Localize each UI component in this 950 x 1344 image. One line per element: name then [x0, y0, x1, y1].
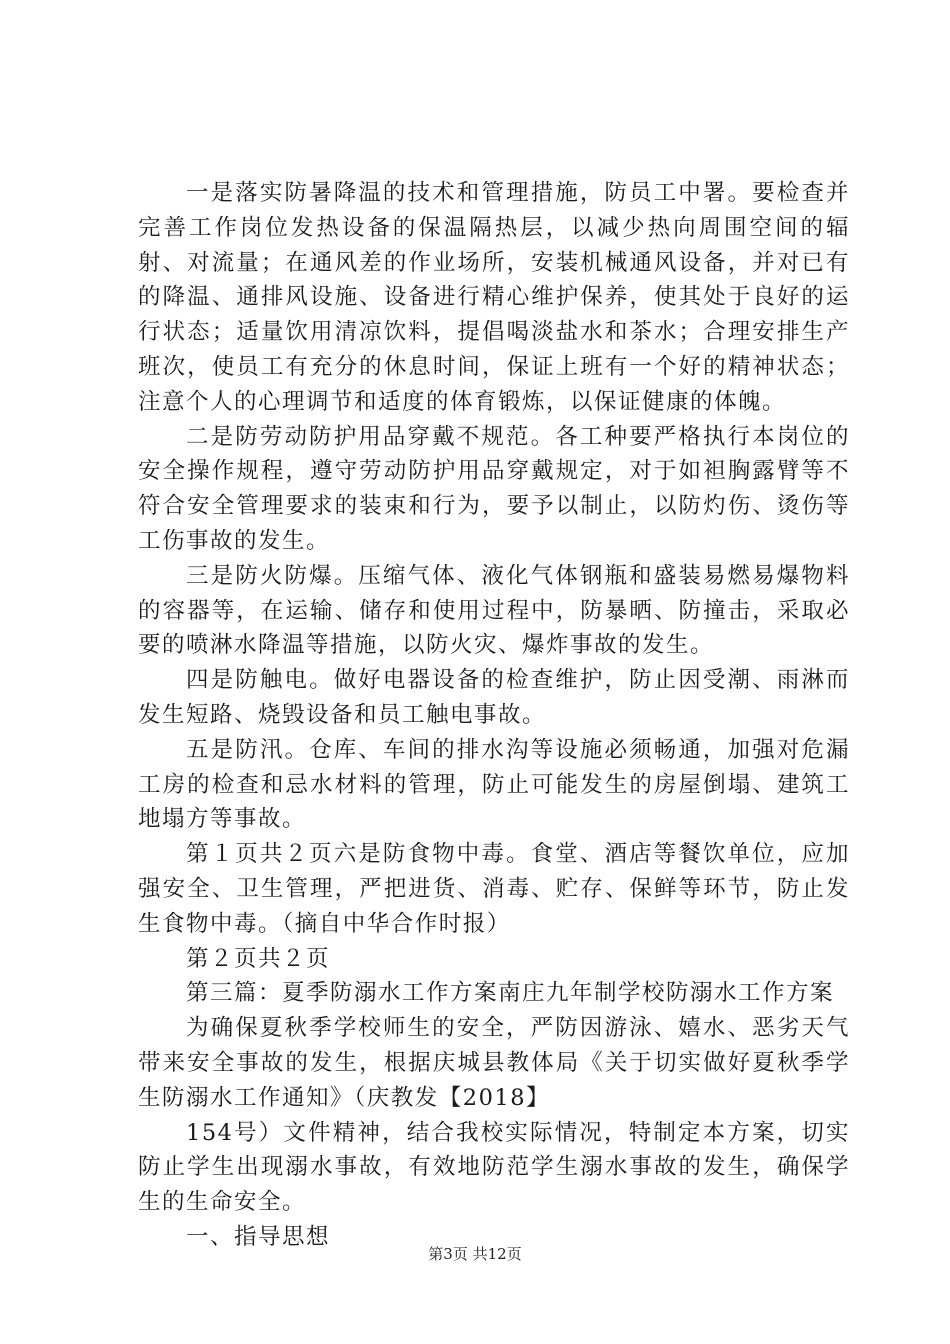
paragraph-heatstroke-prevention: 一是落实防暑降温的技术和管理措施，防员工中署。要检查并完善工作岗位发热设备的保温隔热层，以减少热向周围空间的辐射、对流量；在通风差的作业场所，安装机械通风设备，并对已有的降温、通排风设施、设备进行精心维护保养，使其处于良好的运行状态；适量饮用清凉饮料，提倡喝淡盐水和茶水；合理安排生产班次，使员工有充分的休息时间，保证上班有一个好的精神状态；注意个人的心理调节和适度的体育锻炼，以保证健康的体魄。	[138, 180, 850, 415]
page-footer: 第3页 共12页	[428, 1245, 522, 1263]
paragraph-electric-shock: 四是防触电。做好电器设备的检查维护，防止因受潮、雨淋而发生短路、烧毁设备和员工触电事故。	[138, 667, 850, 728]
paragraph-page-marker: 第２页共２页	[186, 945, 331, 972]
paragraph-protective-equipment: 二是防劳动防护用品穿戴不规范。各工种要严格执行本岗位的安全操作规程，遵守劳动防护用品穿戴规定，对于如袒胸露臂等不符合安全管理要求的装束和行为，要予以制止，以防灼伤、烫伤等工伤事故的发生。	[138, 423, 850, 554]
paragraph-section-title: 第三篇：夏季防溺水工作方案南庄九年制学校防溺水工作方案	[186, 980, 835, 1007]
paragraph-heading-guiding-ideology: 一、指导思想	[186, 1223, 331, 1250]
paragraph-flood: 五是防汛。仓库、车间的排水沟等设施必须畅通，加强对危漏工房的检查和忌水材料的管理，防止可能发生的房屋倒塌、建筑工地塌方等事故。	[138, 736, 850, 833]
paragraph-food-poisoning: 第１页共２页六是防食物中毒。食堂、酒店等餐饮单位，应加强安全、卫生管理，严把进货、消毒、贮存、保鲜等环节，防止发生食物中毒。（摘自中华合作时报）	[138, 841, 850, 937]
paragraph-intro-continued: 154号）文件精神，结合我校实际情况，特制定本方案，切实防止学生出现溺水事故，有效地防范学生溺水事故的发生，确保学生的生命安全。	[138, 1119, 850, 1216]
paragraph-fire-explosion: 三是防火防爆。压缩气体、液化气体钢瓶和盛装易燃易爆物料的容器等，在运输、储存和使用过程中，防暴晒、防撞击，采取必要的喷淋水降温等措施，以防火灾、爆炸事故的发生。	[138, 562, 850, 659]
document-body	[138, 176, 850, 1255]
paragraph-intro: 为确保夏秋季学校师生的安全，严防因游泳、嬉水、恶劣天气带来安全事故的发生，根据庆城县教体局《关于切实做好夏秋季学生防溺水工作通知》（庆教发【2018】	[138, 1015, 850, 1111]
